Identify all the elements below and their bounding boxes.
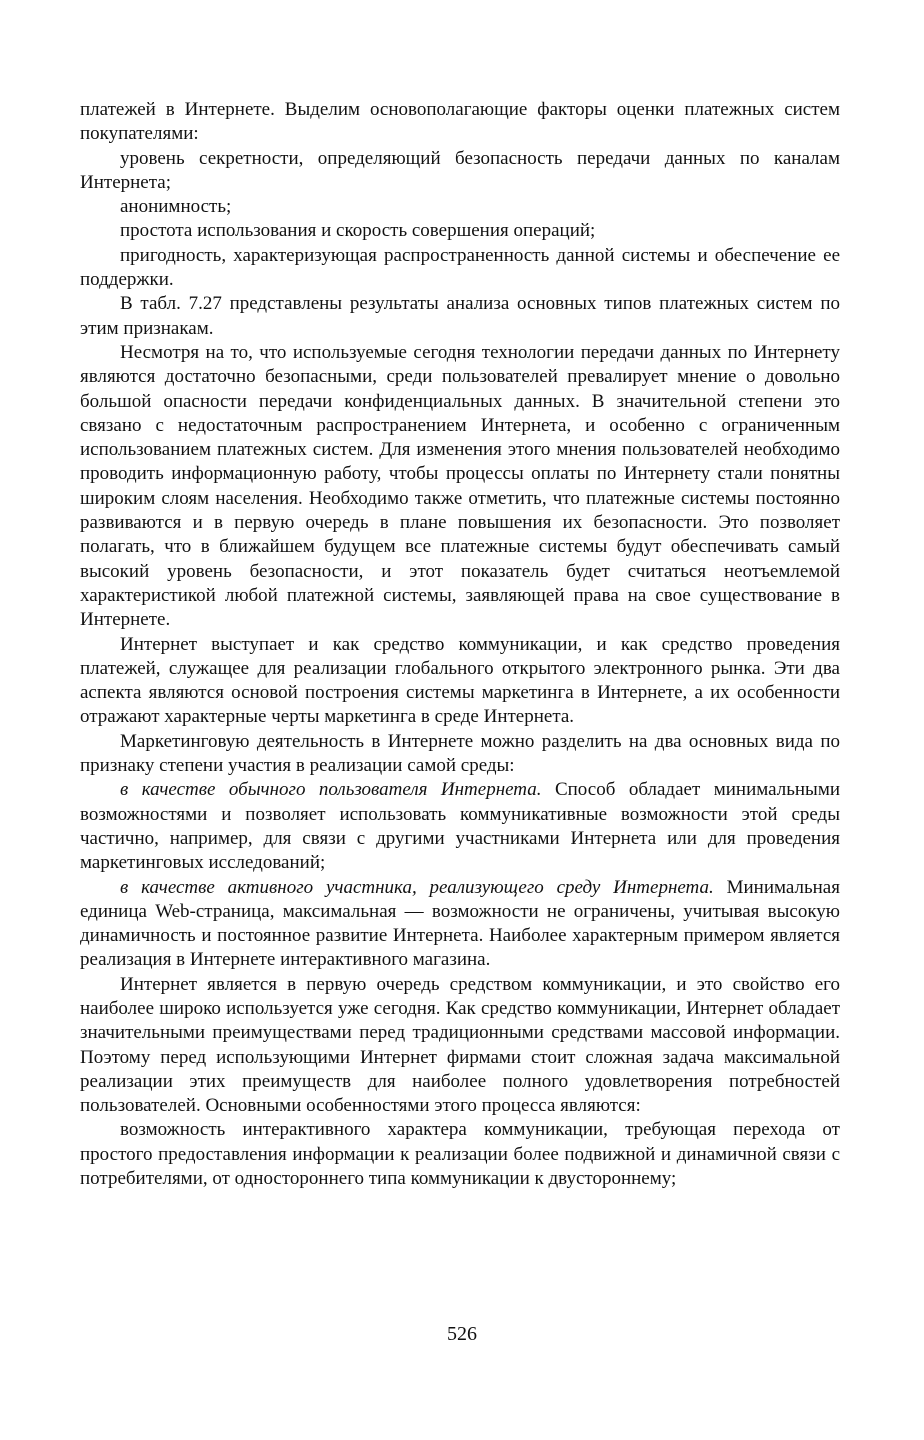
list-item: анонимность; (120, 196, 232, 218)
paragraph: платежей в Интернете. Выделим основополагающие факторы оценки платежных систем покупателями: (80, 99, 840, 145)
paragraph: Интернет выступает и как средство коммуникации, и как средство проведения платежей, служащее для реализации глобального открытого электронного рынка. Эти два аспекта являются основой построения системы маркетинга в Интернете, а их особенности отражают характерные черты маркетинга в среде Интернета. (80, 633, 840, 728)
list-item: уровень секретности, определяющий безопасность передачи данных по каналам Интернета; (80, 147, 840, 193)
paragraph: Интернет является в первую очередь средством коммуникации, и это свойство его наиболее широко используется уже сегодня. Как средство коммуникации, Интернет обладает значительными преимуществами перед традиционными средствами массовой информации. Поэтому перед использующими Интернет фирмами стоит сложная задача максимальной реализации этих преимуществ для наиболее полного удовлетворения потребностей пользователей. Основными особенностями этого процесса являются: (80, 973, 840, 1117)
paragraph: В табл. 7.27 представлены результаты анализа основных типов платежных систем по этим признакам. (80, 293, 840, 339)
paragraph: Несмотря на то, что используемые сегодня технологии передачи данных по Интернету являются достаточно безопасными, среди пользователей превалирует мнение о довольно большой опасности передачи конфиденциальных данных. В значительной степени это связано с недостаточным распространением Интернета, и особенно с ограниченным использованием платежных систем. Для изменения этого мнения пользователей необходимо проводить информационную работу, чтобы процессы оплаты по Интернету стали понятны широким слоям населения. Необходимо также отметить, что платежные системы постоянно развиваются и в первую очередь в плане повышения их безопасности. Это позволяет полагать, что в ближайшем будущем все платежные системы будут обеспечивать самый высокий уровень безопасности, и этот показатель будет считаться неотъемлемой характеристикой любой платежной системы, заявляющей права на свое существование в Интернете. (80, 341, 840, 631)
paragraph: Маркетинговую деятельность в Интернете можно разделить на два основных вида по признаку степени участия в реализации самой среды: (80, 730, 840, 777)
list-item: возможность интерактивного характера коммуникации, требующая перехода от простого предоставления информации к реализации более подвижной и динамичной связи с потребителями, от одностороннего типа коммуникации к двустороннему; (80, 1119, 840, 1190)
list-item (80, 778, 840, 875)
list-item (80, 876, 840, 973)
body-text (80, 98, 840, 1191)
italic-lead: в качестве обычного пользователя Интернета. (120, 779, 542, 801)
list-item-text: Способ обладает минимальными возможностями и позволяет использовать коммуникативные возможности этой среды частично, например, для связи с другими участниками Интернета или для проведения маркетинговых исследований; (80, 779, 841, 874)
italic-lead: в качестве активного участника, реализующего среду Интернета. (120, 876, 714, 898)
page-number: 526 (447, 1323, 477, 1345)
list-item-text: Минимальная единица Web-страница, максимальная — возможности не ограничены, учитывая высокую динамичность и постоянное развитие Интернета. Наиболее характерным примером является реализация в Интернете интерактивного магазина. (80, 876, 840, 971)
list-item: простота использования и скорость совершения операций; (120, 220, 596, 242)
list-item: пригодность, характеризующая распространенность данной системы и обеспечение ее поддержки. (80, 244, 840, 291)
